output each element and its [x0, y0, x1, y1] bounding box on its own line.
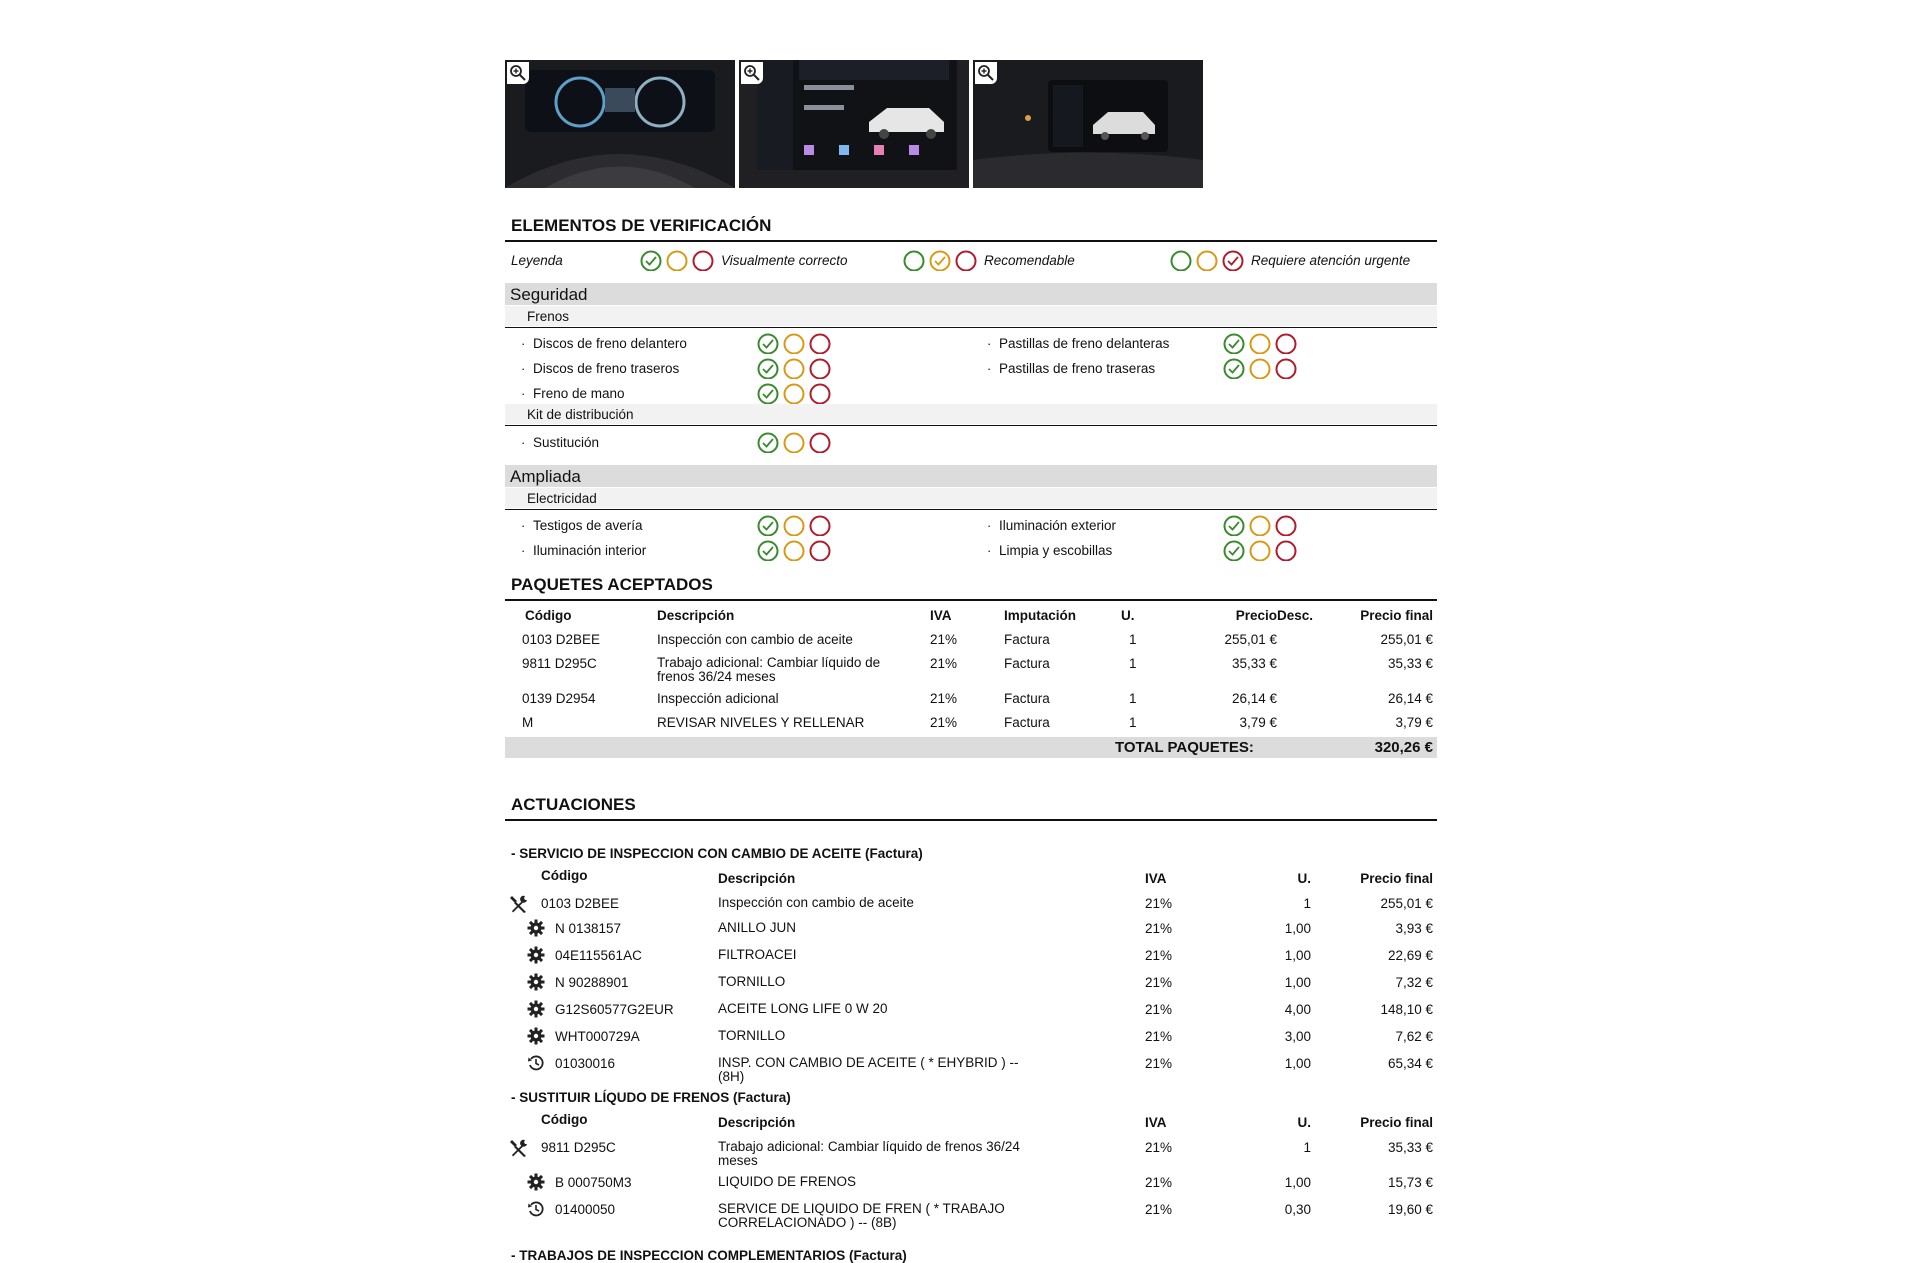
- col-header-u: U.: [1297, 871, 1311, 886]
- package-imputacion: Factura: [1004, 715, 1050, 730]
- actuacion-precio-final: 65,34 €: [1387, 1056, 1433, 1071]
- package-precio-final: 35,33 €: [1387, 656, 1433, 671]
- check-item-label: Sustitución: [533, 435, 600, 450]
- packages-total-label: TOTAL PAQUETES:: [1115, 739, 1254, 756]
- bullet: ·: [521, 361, 526, 376]
- status-circles-icon: [1223, 539, 1299, 561]
- photo-infotainment[interactable]: [973, 60, 1203, 188]
- actuacion-descripcion: Trabajo adicional: Cambiar líquido de frenos 36/24 meses: [718, 1139, 1020, 1168]
- actuacion-iva: 21%: [1145, 975, 1173, 990]
- package-iva: 21%: [930, 691, 958, 706]
- status-circles-icon: [1223, 514, 1299, 536]
- status-circles-icon: [1223, 332, 1299, 354]
- package-u: 1: [1129, 691, 1137, 706]
- subcategory-kit: Kit de distribución: [527, 407, 634, 422]
- actuacion-precio-final: 15,73 €: [1387, 1175, 1433, 1190]
- package-descripcion: Trabajo adicional: Cambiar líquido de frenos 36/24 meses: [657, 655, 881, 684]
- category-seguridad: Seguridad: [510, 285, 588, 304]
- actuacion-iva: 21%: [1145, 1029, 1173, 1044]
- check-item-label: Freno de mano: [533, 386, 625, 401]
- bullet: ·: [987, 361, 992, 376]
- actuacion-codigo: WHT000729A: [555, 1029, 640, 1044]
- actuacion-descripcion: TORNILLO: [718, 1028, 786, 1043]
- package-iva: 21%: [930, 656, 958, 671]
- status-circles-icon: [757, 514, 833, 536]
- category-band: [505, 465, 1437, 487]
- col-header-precio-final: Precio final: [1360, 1115, 1433, 1130]
- actuacion-iva: 21%: [1145, 1202, 1173, 1217]
- check-item-label: Pastillas de freno traseras: [999, 361, 1156, 376]
- actuacion-iva: 21%: [1145, 1002, 1173, 1017]
- actuacion-u: 0,30: [1284, 1202, 1311, 1217]
- col-header-imputacion: Imputación: [1004, 608, 1077, 623]
- package-precio: 26,14 €: [1231, 691, 1277, 706]
- photo-strip: [505, 60, 1437, 188]
- divider: [505, 819, 1437, 821]
- zoom-icon[interactable]: [975, 62, 997, 84]
- package-u: 1: [1129, 715, 1137, 730]
- actuacion-u: 4,00: [1284, 1002, 1311, 1017]
- actuacion-codigo: N 90288901: [555, 975, 629, 990]
- package-imputacion: Factura: [1004, 691, 1050, 706]
- bullet: ·: [521, 518, 526, 533]
- legend-yellow-icon: [903, 249, 979, 271]
- package-codigo: 0139 D2954: [522, 691, 596, 706]
- package-precio: 255,01 €: [1224, 632, 1277, 647]
- legend-label: Leyenda: [511, 253, 563, 268]
- package-precio-final: 26,14 €: [1387, 691, 1433, 706]
- report-page: [505, 60, 1437, 1263]
- subcategory-band: [505, 306, 1437, 326]
- col-header-u: U.: [1297, 1115, 1311, 1130]
- subcategory-electricidad: Electricidad: [527, 491, 597, 506]
- actuacion-u: 1: [1303, 896, 1311, 911]
- actuacion-codigo: G12S60577G2EUR: [555, 1002, 674, 1017]
- actuacion-precio-final: 19,60 €: [1387, 1202, 1433, 1217]
- actuaciones-title: ACTUACIONES: [511, 795, 636, 814]
- col-header-descripcion: Descripción: [718, 871, 796, 886]
- category-ampliada: Ampliada: [510, 467, 581, 486]
- gear-icon: [527, 1173, 545, 1194]
- status-circles-icon: [757, 382, 833, 404]
- col-header-desc: Desc.: [1277, 608, 1314, 623]
- actuacion-codigo: 04E115561AC: [555, 948, 642, 963]
- divider: [505, 599, 1437, 601]
- col-header-precio: Precio: [1235, 608, 1277, 623]
- check-item-label: Discos de freno traseros: [533, 361, 680, 376]
- actuacion-iva: 21%: [1145, 1175, 1173, 1190]
- gear-icon: [527, 946, 545, 967]
- wrench-icon: [509, 1138, 529, 1161]
- package-codigo: 9811 D295C: [522, 656, 597, 671]
- col-header-iva: IVA: [930, 608, 952, 623]
- divider: [505, 327, 1437, 328]
- photo-service-screen[interactable]: [739, 60, 969, 188]
- package-descripcion: Inspección con cambio de aceite: [657, 632, 853, 647]
- actuacion-group-title: - TRABAJOS DE INSPECCION COMPLEMENTARIOS (Factura): [511, 1248, 907, 1263]
- actuacion-descripcion: FILTROACEI: [718, 947, 797, 962]
- check-item-label: Limpia y escobillas: [999, 543, 1113, 558]
- gear-icon: [527, 1027, 545, 1048]
- package-codigo: M: [522, 715, 534, 730]
- packages-title: PAQUETES ACEPTADOS: [511, 575, 713, 594]
- gear-icon: [527, 1000, 545, 1021]
- package-precio-final: 3,79 €: [1395, 715, 1433, 730]
- package-descripcion: Inspección adicional: [657, 691, 779, 706]
- legend-green-icon: [640, 249, 716, 271]
- actuacion-descripcion: INSP. CON CAMBIO DE ACEITE ( * EHYBRID ) -- (8H): [718, 1055, 1019, 1084]
- package-descripcion: REVISAR NIVELES Y RELLENAR: [657, 715, 865, 730]
- package-codigo: 0103 D2BEE: [522, 632, 601, 647]
- status-circles-icon: [1223, 357, 1299, 379]
- package-imputacion: Factura: [1004, 656, 1050, 671]
- package-u: 1: [1129, 632, 1137, 647]
- subcategory-band: [505, 488, 1437, 508]
- col-header-codigo: Código: [541, 868, 588, 883]
- bullet: ·: [521, 435, 526, 450]
- legend-text: Visualmente correcto: [721, 253, 848, 268]
- package-iva: 21%: [930, 715, 958, 730]
- col-header-descripcion: Descripción: [718, 1115, 796, 1130]
- actuacion-codigo: 9811 D295C: [541, 1140, 616, 1155]
- status-circles-icon: [757, 431, 833, 453]
- packages-total-value: 320,26 €: [1374, 739, 1433, 756]
- actuacion-descripcion: LIQUIDO DE FRENOS: [718, 1174, 857, 1189]
- check-item-label: Iluminación exterior: [999, 518, 1117, 533]
- actuacion-codigo: 0103 D2BEE: [541, 896, 620, 911]
- actuacion-descripcion: SERVICE DE LIQUIDO DE FREN ( * TRABAJO CORRELACIONADO ) -- (8B): [718, 1201, 1005, 1230]
- package-precio: 35,33 €: [1231, 656, 1277, 671]
- check-item-label: Iluminación interior: [533, 543, 647, 558]
- actuacion-precio-final: 255,01 €: [1380, 896, 1433, 911]
- actuacion-codigo: 01030016: [555, 1056, 616, 1071]
- col-header-iva: IVA: [1145, 871, 1167, 886]
- divider: [505, 509, 1437, 510]
- actuacion-iva: 21%: [1145, 948, 1173, 963]
- actuacion-precio-final: 148,10 €: [1380, 1002, 1433, 1017]
- check-item-label: Pastillas de freno delanteras: [999, 336, 1170, 351]
- legend-red-icon: [1170, 249, 1246, 271]
- actuacion-codigo: N 0138157: [555, 921, 622, 936]
- status-circles-icon: [757, 539, 833, 561]
- status-circles-icon: [757, 357, 833, 379]
- actuacion-precio-final: 7,32 €: [1395, 975, 1433, 990]
- col-header-iva: IVA: [1145, 1115, 1167, 1130]
- category-band: [505, 283, 1437, 305]
- actuacion-codigo: 01400050: [555, 1202, 616, 1217]
- packages-total-band: [505, 737, 1437, 758]
- package-precio-final: 255,01 €: [1380, 632, 1433, 647]
- gear-icon: [527, 919, 545, 940]
- zoom-icon[interactable]: [507, 62, 529, 84]
- verification-title: ELEMENTOS DE VERIFICACIÓN: [511, 216, 772, 235]
- actuacion-u: 3,00: [1284, 1029, 1311, 1044]
- bullet: ·: [521, 336, 526, 351]
- col-header-u: U.: [1121, 608, 1135, 623]
- wrench-icon: [509, 894, 529, 917]
- col-header-descripcion: Descripción: [657, 608, 735, 623]
- package-u: 1: [1129, 656, 1137, 671]
- status-circles-icon: [757, 332, 833, 354]
- actuacion-iva: 21%: [1145, 896, 1173, 911]
- subcategory-band: [505, 404, 1437, 424]
- bullet: ·: [987, 336, 992, 351]
- actuacion-u: 1,00: [1284, 921, 1311, 936]
- clock-history-icon: [527, 1200, 545, 1221]
- clock-history-icon: [527, 1054, 545, 1075]
- actuacion-descripcion: ANILLO JUN: [718, 920, 797, 935]
- actuacion-u: 1: [1303, 1140, 1311, 1155]
- actuacion-descripcion: ACEITE LONG LIFE 0 W 20: [718, 1001, 888, 1016]
- package-iva: 21%: [930, 632, 958, 647]
- legend-text: Requiere atención urgente: [1251, 253, 1411, 268]
- actuacion-u: 1,00: [1284, 948, 1311, 963]
- legend-text: Recomendable: [984, 253, 1075, 268]
- col-header-codigo: Código: [541, 1112, 588, 1127]
- photo-instrument-cluster[interactable]: [505, 60, 735, 188]
- col-header-precio-final: Precio final: [1360, 871, 1433, 886]
- actuacion-precio-final: 35,33 €: [1387, 1140, 1433, 1155]
- actuacion-group-title: - SERVICIO DE INSPECCION CON CAMBIO DE ACEITE (Factura): [511, 846, 923, 861]
- actuacion-iva: 21%: [1145, 1056, 1173, 1071]
- actuacion-precio-final: 3,93 €: [1395, 921, 1433, 936]
- gear-icon: [527, 973, 545, 994]
- check-item-label: Testigos de avería: [533, 518, 643, 533]
- divider: [505, 240, 1437, 242]
- bullet: ·: [987, 518, 992, 533]
- actuacion-precio-final: 22,69 €: [1387, 948, 1433, 963]
- actuacion-codigo: B 000750M3: [555, 1175, 632, 1190]
- actuacion-u: 1,00: [1284, 1175, 1311, 1190]
- col-header-precio-final: Precio final: [1360, 608, 1433, 623]
- actuacion-group-title: - SUSTITUIR LÍQUDO DE FRENOS (Factura): [511, 1090, 791, 1105]
- bullet: ·: [521, 543, 526, 558]
- package-precio: 3,79 €: [1239, 715, 1277, 730]
- actuacion-u: 1,00: [1284, 975, 1311, 990]
- actuacion-iva: 21%: [1145, 1140, 1173, 1155]
- actuacion-u: 1,00: [1284, 1056, 1311, 1071]
- divider: [505, 425, 1437, 426]
- bullet: ·: [987, 543, 992, 558]
- actuacion-iva: 21%: [1145, 921, 1173, 936]
- actuacion-precio-final: 7,62 €: [1395, 1029, 1433, 1044]
- check-item-label: Discos de freno delantero: [533, 336, 687, 351]
- subcategory-frenos: Frenos: [527, 309, 570, 324]
- zoom-icon[interactable]: [741, 62, 763, 84]
- package-imputacion: Factura: [1004, 632, 1050, 647]
- col-header-codigo: Código: [525, 608, 572, 623]
- actuacion-descripcion: Inspección con cambio de aceite: [718, 895, 914, 910]
- bullet: ·: [521, 386, 526, 401]
- actuacion-descripcion: TORNILLO: [718, 974, 786, 989]
